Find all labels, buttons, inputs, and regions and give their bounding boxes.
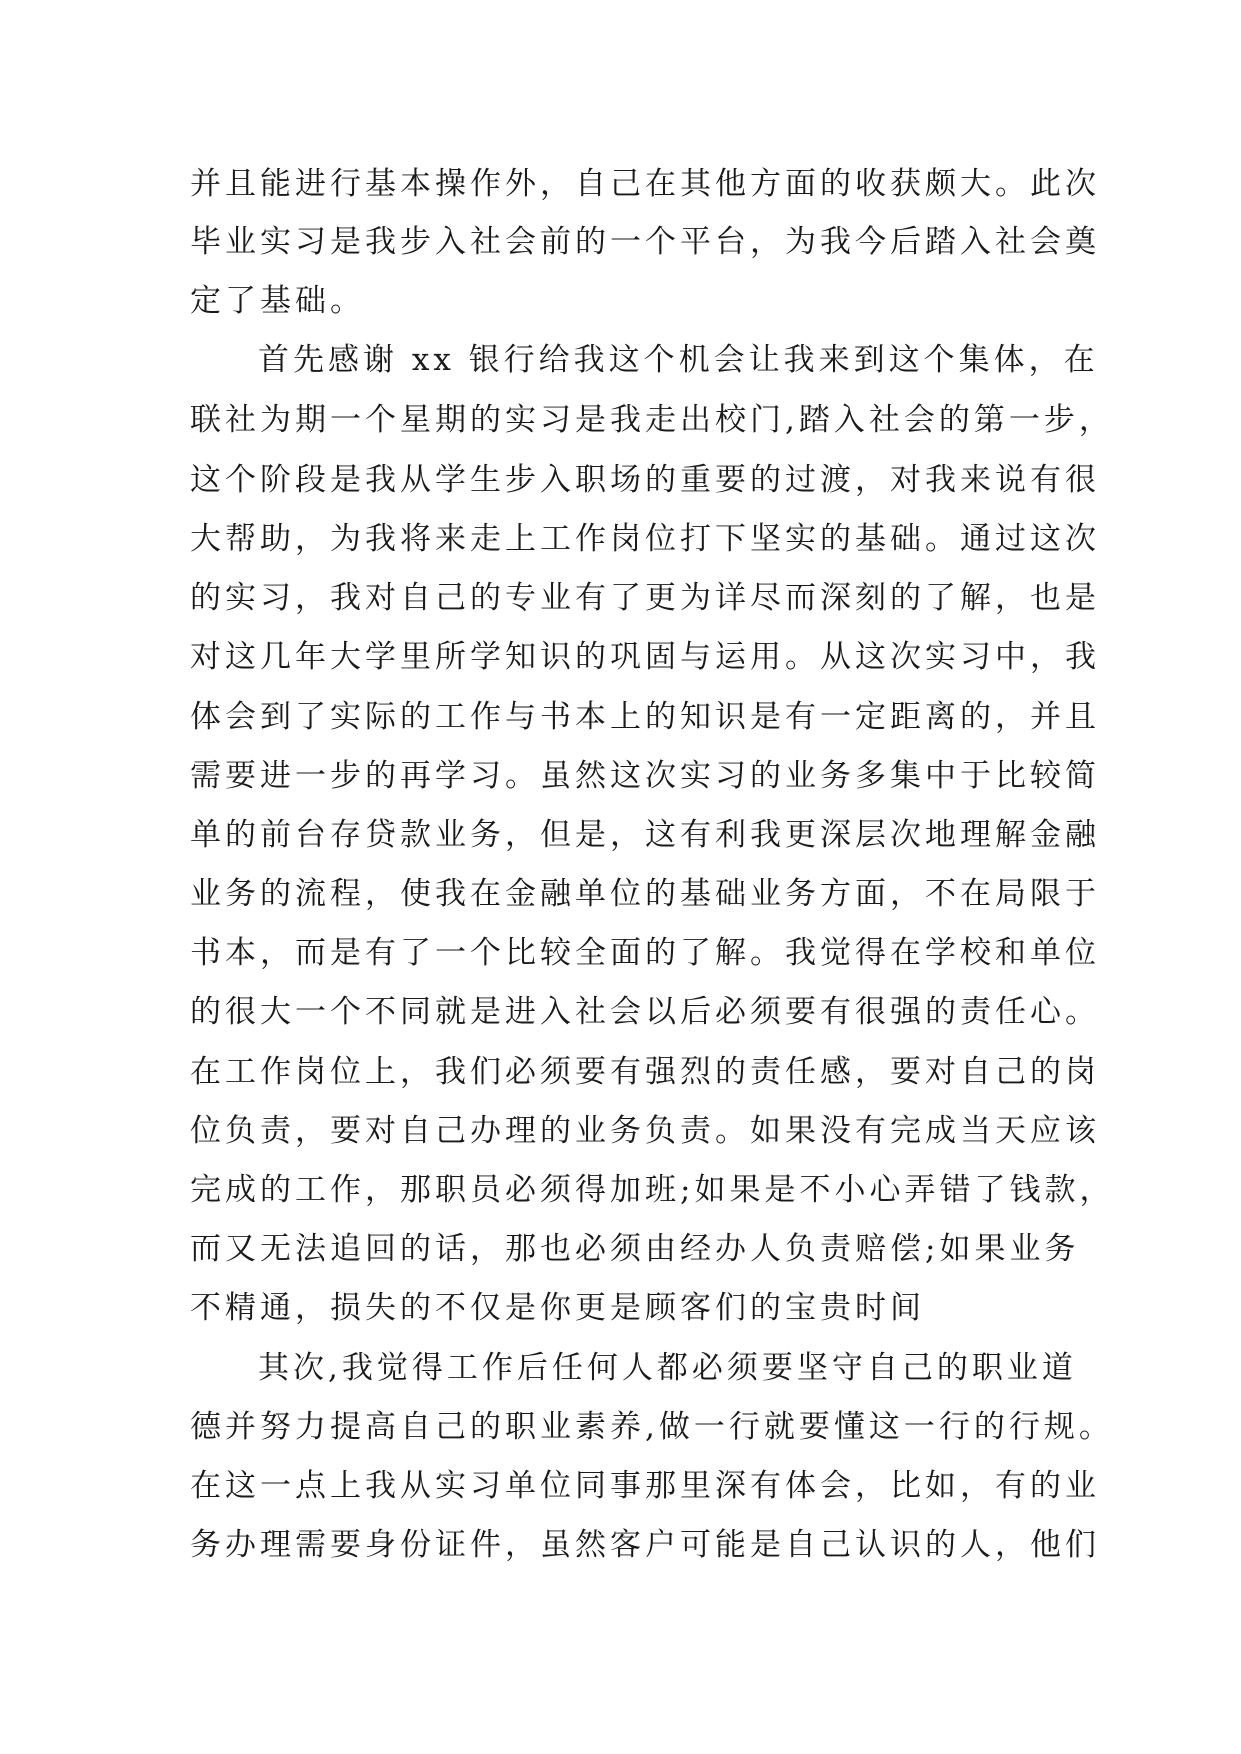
text-line: 其次,我觉得工作后任何人都必须要坚守自己的职业道	[258, 1350, 1077, 1386]
text-line: 体会到了实际的工作与书本上的知识是有一定距离的，并且	[190, 699, 1100, 735]
text-line: 的很大一个不同就是进入社会以后必须要有很强的责任心。	[190, 994, 1100, 1030]
text-line: 首先感谢 xx 银行给我这个机会让我来到这个集体，在	[258, 342, 1099, 378]
text-line: 需要进一步的再学习。虽然这次实习的业务多集中于比较简	[190, 758, 1100, 794]
text-line: 完成的工作，那职员必须得加班;如果是不小心弄错了钱款，	[190, 1172, 1115, 1208]
text-line: 书本，而是有了一个比较全面的了解。我觉得在学校和单位	[190, 935, 1100, 971]
text-line: 不精通，损失的不仅是你更是顾客们的宝贵时间	[190, 1290, 925, 1326]
text-line: 在工作岗位上，我们必须要有强烈的责任感，要对自己的岗	[190, 1054, 1100, 1090]
text-line: 的实习，我对自己的专业有了更为详尽而深刻的了解，也是	[190, 580, 1100, 616]
text-line: 大帮助，为我将来走上工作岗位打下坚实的基础。通过这次	[190, 521, 1100, 557]
text-line: 联社为期一个星期的实习是我走出校门,踏入社会的第一步，	[190, 402, 1114, 438]
text-line: 单的前台存贷款业务，但是，这有利我更深层次地理解金融	[190, 817, 1100, 853]
text-line: 而又无法追回的话，那也必须由经办人负责赔偿;如果业务	[190, 1231, 1080, 1267]
text-line: 务办理需要身份证件，虽然客户可能是自己认识的人，他们	[190, 1527, 1100, 1563]
text-line: 在这一点上我从实习单位同事那里深有体会，比如，有的业	[190, 1468, 1100, 1504]
text-line: 并且能进行基本操作外，自己在其他方面的收获颇大。此次	[190, 166, 1100, 202]
text-line: 毕业实习是我步入社会前的一个平台，为我今后踏入社会奠	[190, 224, 1100, 260]
text-line: 德并努力提高自己的职业素养,做一行就要懂这一行的行规。	[190, 1409, 1114, 1445]
text-line: 这个阶段是我从学生步入职场的重要的过渡，对我来说有很	[190, 462, 1100, 498]
text-line: 对这几年大学里所学知识的巩固与运用。从这次实习中，我	[190, 639, 1100, 675]
text-line: 位负责，要对自己办理的业务负责。如果没有完成当天应该	[190, 1113, 1100, 1149]
text-line: 定了基础。	[190, 283, 365, 319]
text-line: 业务的流程，使我在金融单位的基础业务方面，不在局限于	[190, 876, 1100, 912]
